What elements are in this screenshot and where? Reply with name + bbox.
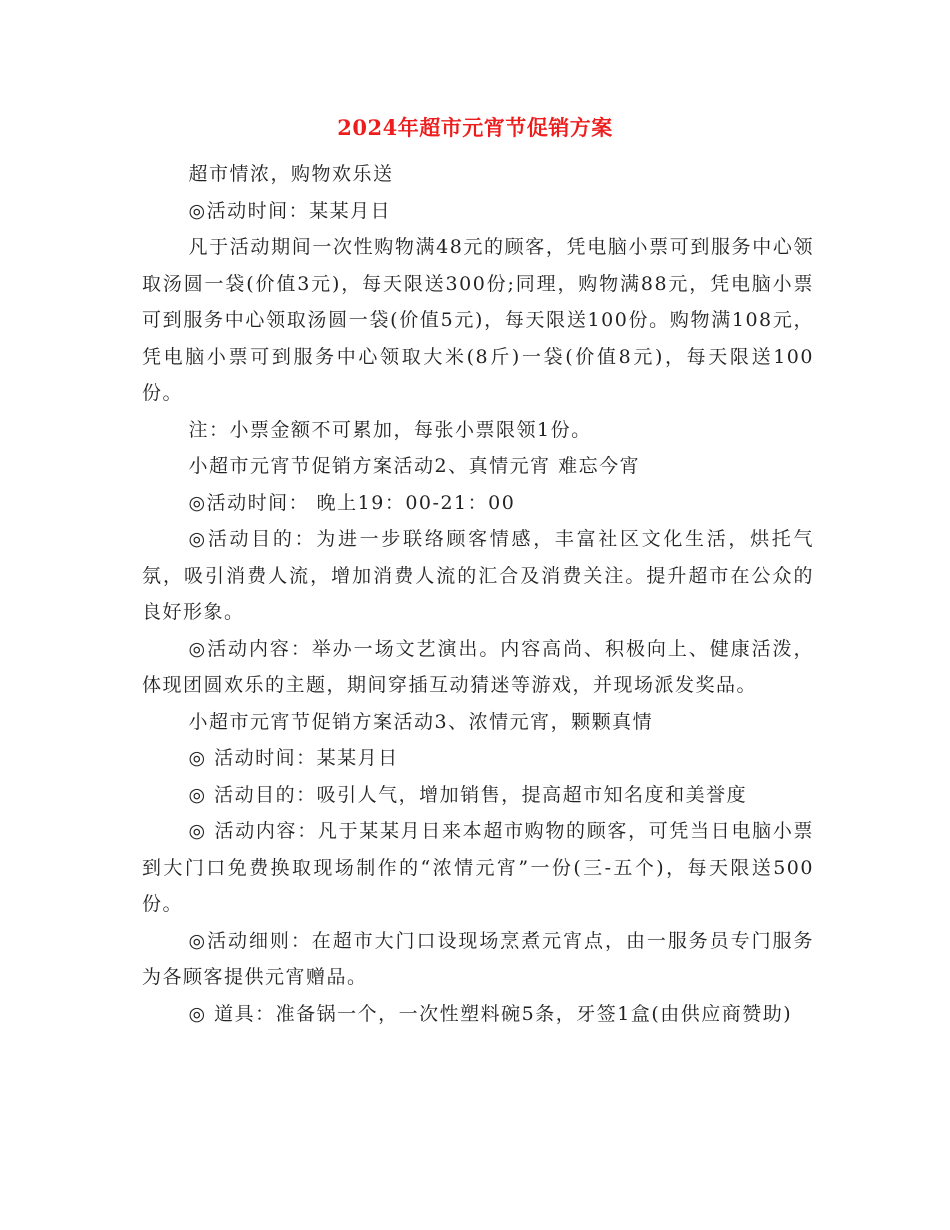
paragraph-activity-2-time: ◎活动时间： 晚上19：00-21：00	[188, 491, 516, 514]
document-body	[142, 156, 814, 1032]
paragraph-activity-3-content: ◎ 活动内容：凡于某某月日来本超市购物的顾客，可凭当日电脑小票到大门口免费换取现场制作的“浓情元宵”一份(三-五个)，每天限送500份。	[142, 820, 814, 915]
paragraph-note: 注：小票金额不可累加，每张小票限领1份。	[188, 418, 592, 441]
paragraph-activity-2-content: ◎活动内容：举办一场文艺演出。内容高尚、积极向上、健康活泼，体现团圆欢乐的主题，期间穿插互动猜迷等游戏，并现场派发奖品。	[142, 637, 814, 696]
paragraph-activity-1-details: 凡于活动期间一次性购物满48元的顾客，凭电脑小票可到服务中心领取汤圆一袋(价值3元)，每天限送300份;同理，购物满88元，凭电脑小票可到服务中心领取汤圆一袋(价值5元)，每天限送100份。购物满108元，凭电脑小票可到服务中心领取大米(8斤)一袋(价值8元)，每天限送100份。	[142, 236, 814, 404]
paragraph-activity-3-heading: 小超市元宵节促销方案活动3、浓情元宵，颗颗真情	[188, 710, 654, 733]
document-title: 2024年超市元宵节促销方案	[337, 115, 613, 140]
paragraph-slogan: 超市情浓，购物欢乐送	[188, 163, 394, 185]
paragraph-activity-2-purpose: ◎活动目的：为进一步联络顾客情感，丰富社区文化生活，烘托气氛，吸引消费人流，增加消费人流的汇合及消费关注。提升超市在公众的良好形象。	[142, 528, 814, 623]
paragraph-activity-3-time: ◎ 活动时间：某某月日	[188, 747, 399, 769]
paragraph-activity-3-rules: ◎活动细则：在超市大门口设现场烹煮元宵点，由一服务员专门服务为各顾客提供元宵赠品。	[142, 929, 814, 988]
paragraph-activity-2-heading: 小超市元宵节促销方案活动2、真情元宵 难忘今宵	[188, 455, 641, 477]
paragraph-activity-3-purpose: ◎ 活动目的：吸引人气，增加销售，提高超市知名度和美誉度	[188, 783, 748, 806]
paragraph-activity-3-props: ◎ 道具：准备锅一个，一次性塑料碗5条，牙签1盒(由供应商赞助)	[188, 1002, 793, 1025]
paragraph-activity-1-time: ◎活动时间：某某月日	[188, 199, 392, 222]
